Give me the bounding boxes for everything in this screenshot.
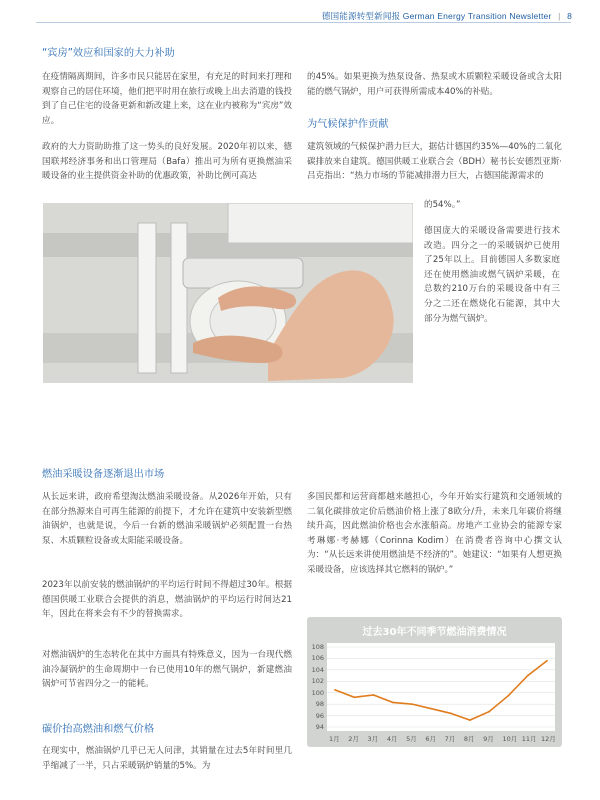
x-tick-label: 5月: [406, 735, 417, 743]
y-tick-label: 104: [311, 665, 324, 674]
data-point: [450, 712, 452, 714]
data-point: [469, 719, 471, 721]
x-tick-label: 2月: [348, 735, 359, 743]
y-tick-label: 102: [311, 677, 324, 686]
x-tick-label: 12月: [541, 735, 556, 743]
newsletter-title: 德国能源转型新闻报 German Energy Transition Newsletter: [321, 11, 552, 21]
section-title-oil: 燃油采暖设备逐渐退出市场: [42, 469, 165, 480]
climate-paragraph-1: 建筑领域的气候保护潜力巨大，据估计德国约35%—40%的二氧化碳排放来自建筑。德国供暖工业联合会（BDH）秘书长安德烈亚斯·吕克指出：“热力市场的节能减排潜力巨大，占德国能源需求的: [307, 142, 562, 182]
data-point: [508, 695, 510, 697]
data-point: [527, 675, 529, 677]
section-title-climate: 为气候保护作贡献: [307, 119, 389, 130]
price-paragraph-1: 在现实中，燃油锅炉几乎已无人问津，其销量在过去5年时间里几乎缩减了一半，只占采暖锅炉销量的5%。为: [42, 746, 292, 771]
y-tick-label: 106: [311, 654, 324, 663]
oil-paragraph-4: 多国民都和运营商都越来越担心，今年开始实行建筑和交通领域的二氧化碳排放定价后燃油价格上涨了8欧分/升，未来几年碳价将继续升高，因此燃油价格也会水涨船高。房地产工业协会的能源专家考琳娜·考赫娜（Corinna Kodim）在消费者咨询中心撰文认为：“从长远来讲使用燃油是不经济的”。她建议：“如果有人想更换采暖设备，应该选择其它燃料的锅炉。”: [307, 492, 562, 575]
y-tick-label: 94: [315, 723, 324, 731]
x-tick-label: 3月: [367, 735, 379, 743]
thermostat-illustration: [43, 203, 413, 383]
page-header: [322, 10, 572, 22]
climate-paragraph-2: 的54%。”: [424, 200, 461, 210]
section-title-subsidy: “宾房”效应和国家的大力补助: [42, 48, 175, 59]
data-point: [392, 702, 394, 704]
header-separator: |: [558, 11, 561, 21]
climate-paragraph-3: 德国庞大的采暖设备需要进行技术改造。四分之一的采暖锅炉已使用了25年以上。目前德国人多数家庭还在使用燃油或燃气锅炉采暖，在总数约210万台的采暖设备中有三分之二还在燃烧化石能源，其中大部分为燃气锅炉。: [424, 226, 560, 324]
x-tick-label: 6月: [425, 735, 436, 743]
oil-paragraph-2: 2023年以前安装的燃油锅炉的平均运行时间不得超过30年。根据德国供暖工业联合会提供的消息，燃油锅炉的平均运行时间达21年，因此在将来会有不少的替换需求。: [42, 580, 292, 620]
header-rule: [36, 22, 571, 23]
thermostat-photo: [43, 203, 413, 383]
x-tick-label: 9月: [483, 735, 494, 743]
chart-svg: [327, 643, 555, 731]
data-point: [488, 711, 490, 713]
oil-consumption-chart: [307, 617, 562, 747]
x-tick-label: 11月: [521, 735, 537, 743]
x-tick-label: 8月: [463, 735, 475, 743]
y-tick-label: 100: [311, 688, 324, 697]
data-point: [373, 694, 375, 696]
y-tick-label: 96: [315, 711, 324, 720]
y-tick-label: 108: [311, 643, 324, 651]
data-point: [411, 703, 413, 705]
subsidy-paragraph-1: 在疫情隔离期间，许多市民只能居在家里，有充足的时间来打理和观察自己的居住环境，他们把平时用在旅行或晚上出去消遣的钱投到了自己住宅的设备更新和新改建上来，这在业内被称为“宾房”效应。: [42, 72, 292, 126]
data-point: [430, 708, 432, 710]
data-point: [334, 689, 336, 691]
data-point: [353, 696, 355, 698]
data-point: [546, 660, 548, 662]
y-tick-label: 98: [315, 700, 324, 709]
subsidy-paragraph-3: 的45%。如果更换为热泵设备、热泵或木质颗粒采暖设备或含太阳能的燃气锅炉，用户可获得所需成本40%的补贴。: [307, 72, 562, 97]
oil-paragraph-1: 从长远来讲，政府希望淘汰燃油采暖设备。从2026年开始，只有在部分热源来自可再生能源的前提下，才允许在建筑中安装新型燃油锅炉，也就是说，今后一台新的燃油采暖锅炉必须配置一台热泵、木质颗粒设备或太阳能采暖设备。: [42, 492, 292, 546]
x-tick-label: 7月: [444, 735, 456, 743]
x-tick-label: 10月: [502, 735, 518, 743]
chart-plot-area: [327, 643, 555, 731]
oil-paragraph-3: 对燃油锅炉的生态转化在其中方面具有特殊意义，因为一台现代燃油冷凝锅炉的生命周期中一台已使用10年的燃气锅炉，新建燃油锅炉可节省四分之一的能耗。: [42, 650, 292, 690]
page-number: 8: [567, 11, 572, 21]
x-tick-label: 4月: [386, 735, 398, 743]
section-title-price: 碳价抬高燃油和燃气价格: [42, 724, 155, 735]
x-tick-label: 1月: [329, 735, 340, 743]
subsidy-paragraph-2: 政府的大力资助助推了这一势头的良好发展。2020年初以来，德国联邦经济事务和出口管理局（Bafa）推出可为所有更换燃油采暖设备的业主提供资金补助的优惠政策，补助比例可高达: [42, 142, 292, 182]
chart-title: 过去30年不同季节燃油消费情况: [362, 627, 507, 638]
